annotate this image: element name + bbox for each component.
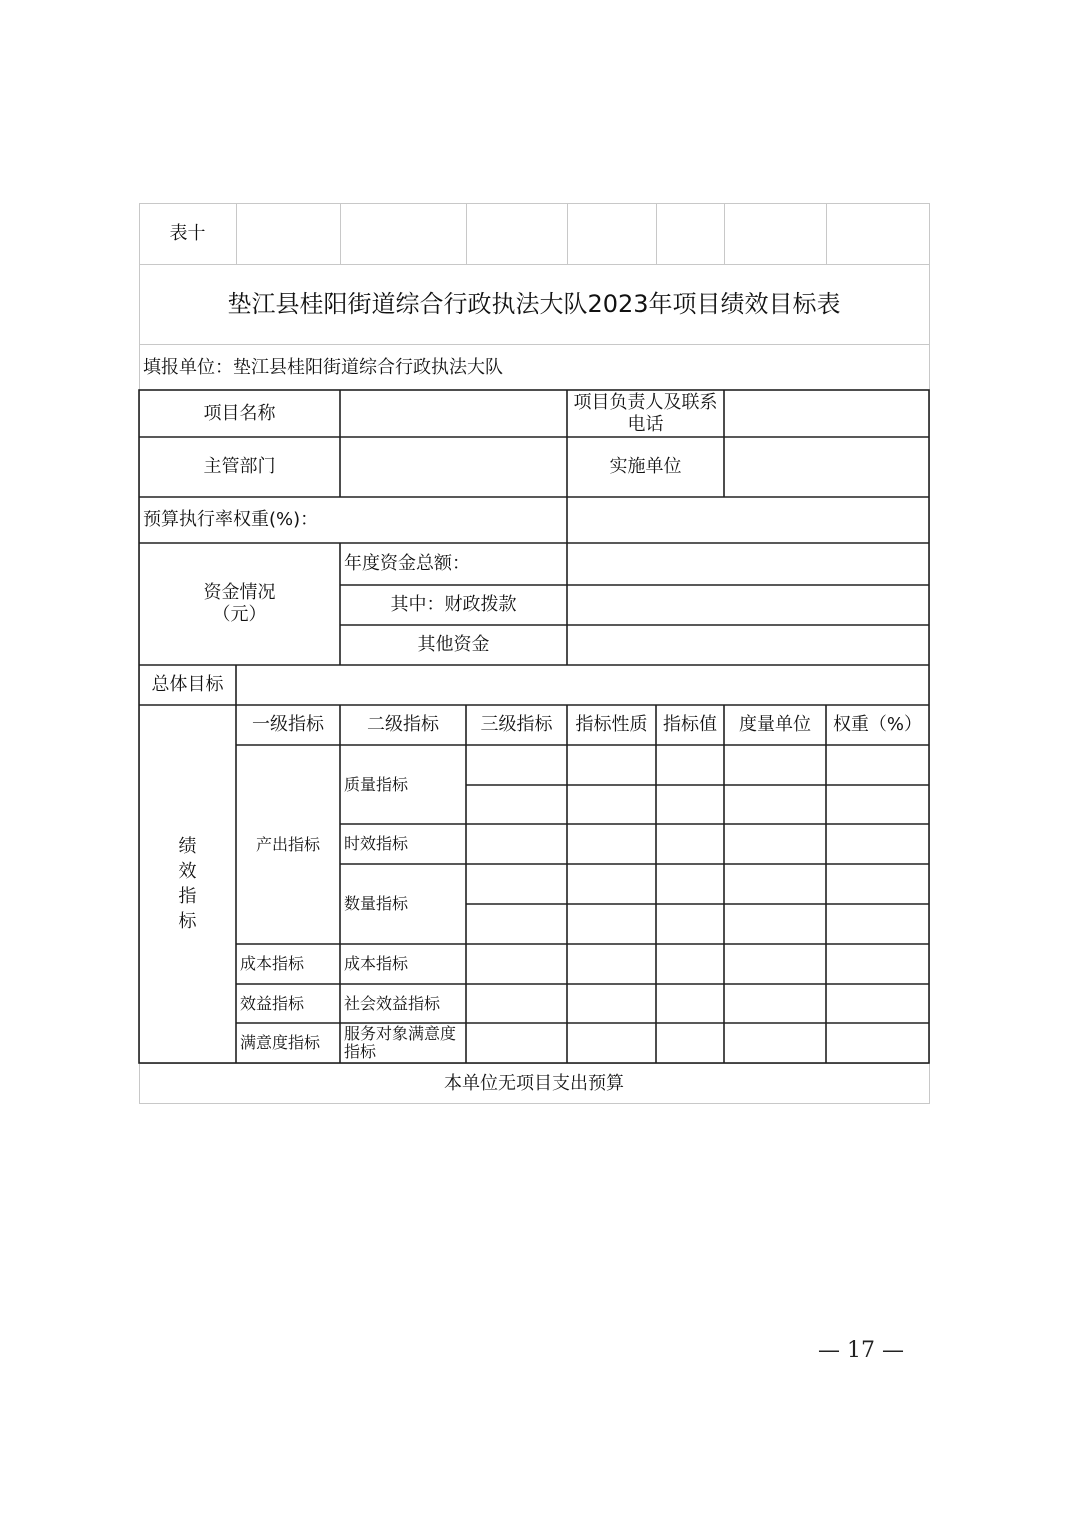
- level2-quality: 质量指标: [344, 774, 409, 794]
- no-budget-note: 本单位无项目支出预算: [444, 1072, 624, 1094]
- header-level2: 二级指标: [367, 714, 439, 736]
- level2-social: 社会效益指标: [344, 993, 441, 1013]
- fiscal-label: 其中：财政拨款: [390, 594, 517, 616]
- perf-label: [139, 705, 236, 1063]
- level1-benefit: 效益指标: [240, 993, 305, 1013]
- budget-rate-label: 预算执行率权重(%)：: [143, 509, 319, 531]
- funds-label-text: 资金情况: [203, 582, 276, 604]
- level2-service: 服务对象满意度指标: [344, 1024, 457, 1062]
- perf-label-text: 绩效指标: [178, 835, 197, 933]
- project-name-label: 项目名称: [203, 403, 276, 425]
- overall-goal-label: 总体目标: [151, 674, 224, 696]
- form-number: 表十: [169, 223, 206, 245]
- header-level3: 三级指标: [480, 714, 553, 736]
- annual-total-label: 年度资金总额：: [344, 553, 470, 575]
- level2-timeliness: 时效指标: [344, 834, 409, 854]
- funds-unit-text: （元）: [212, 604, 267, 625]
- header-value: 指标值: [663, 714, 717, 736]
- page-number: — 17 —: [818, 1338, 904, 1363]
- header-unit: 度量单位: [739, 714, 811, 736]
- project-lead-label: 项目负责人及联系电话: [573, 392, 718, 435]
- impl-unit-label: 实施单位: [609, 456, 682, 478]
- level2-quantity: 数量指标: [344, 894, 409, 914]
- fill-unit: 填报单位：垫江县桂阳街道综合行政执法大队: [143, 356, 503, 378]
- level2-cost: 成本指标: [344, 954, 409, 974]
- funds-label: [139, 543, 340, 665]
- dept-label: 主管部门: [203, 456, 276, 478]
- level1-output: 产出指标: [255, 834, 320, 854]
- header-weight: 权重（%）: [832, 714, 923, 736]
- other-funds-label: 其他资金: [417, 634, 490, 656]
- header-nature: 指标性质: [575, 714, 648, 736]
- page-title: 垫江县桂阳街道综合行政执法大队2023年项目绩效目标表: [227, 290, 841, 319]
- level1-satisfaction: 满意度指标: [240, 1033, 321, 1053]
- header-level1: 一级指标: [252, 714, 324, 736]
- level1-cost: 成本指标: [240, 954, 305, 974]
